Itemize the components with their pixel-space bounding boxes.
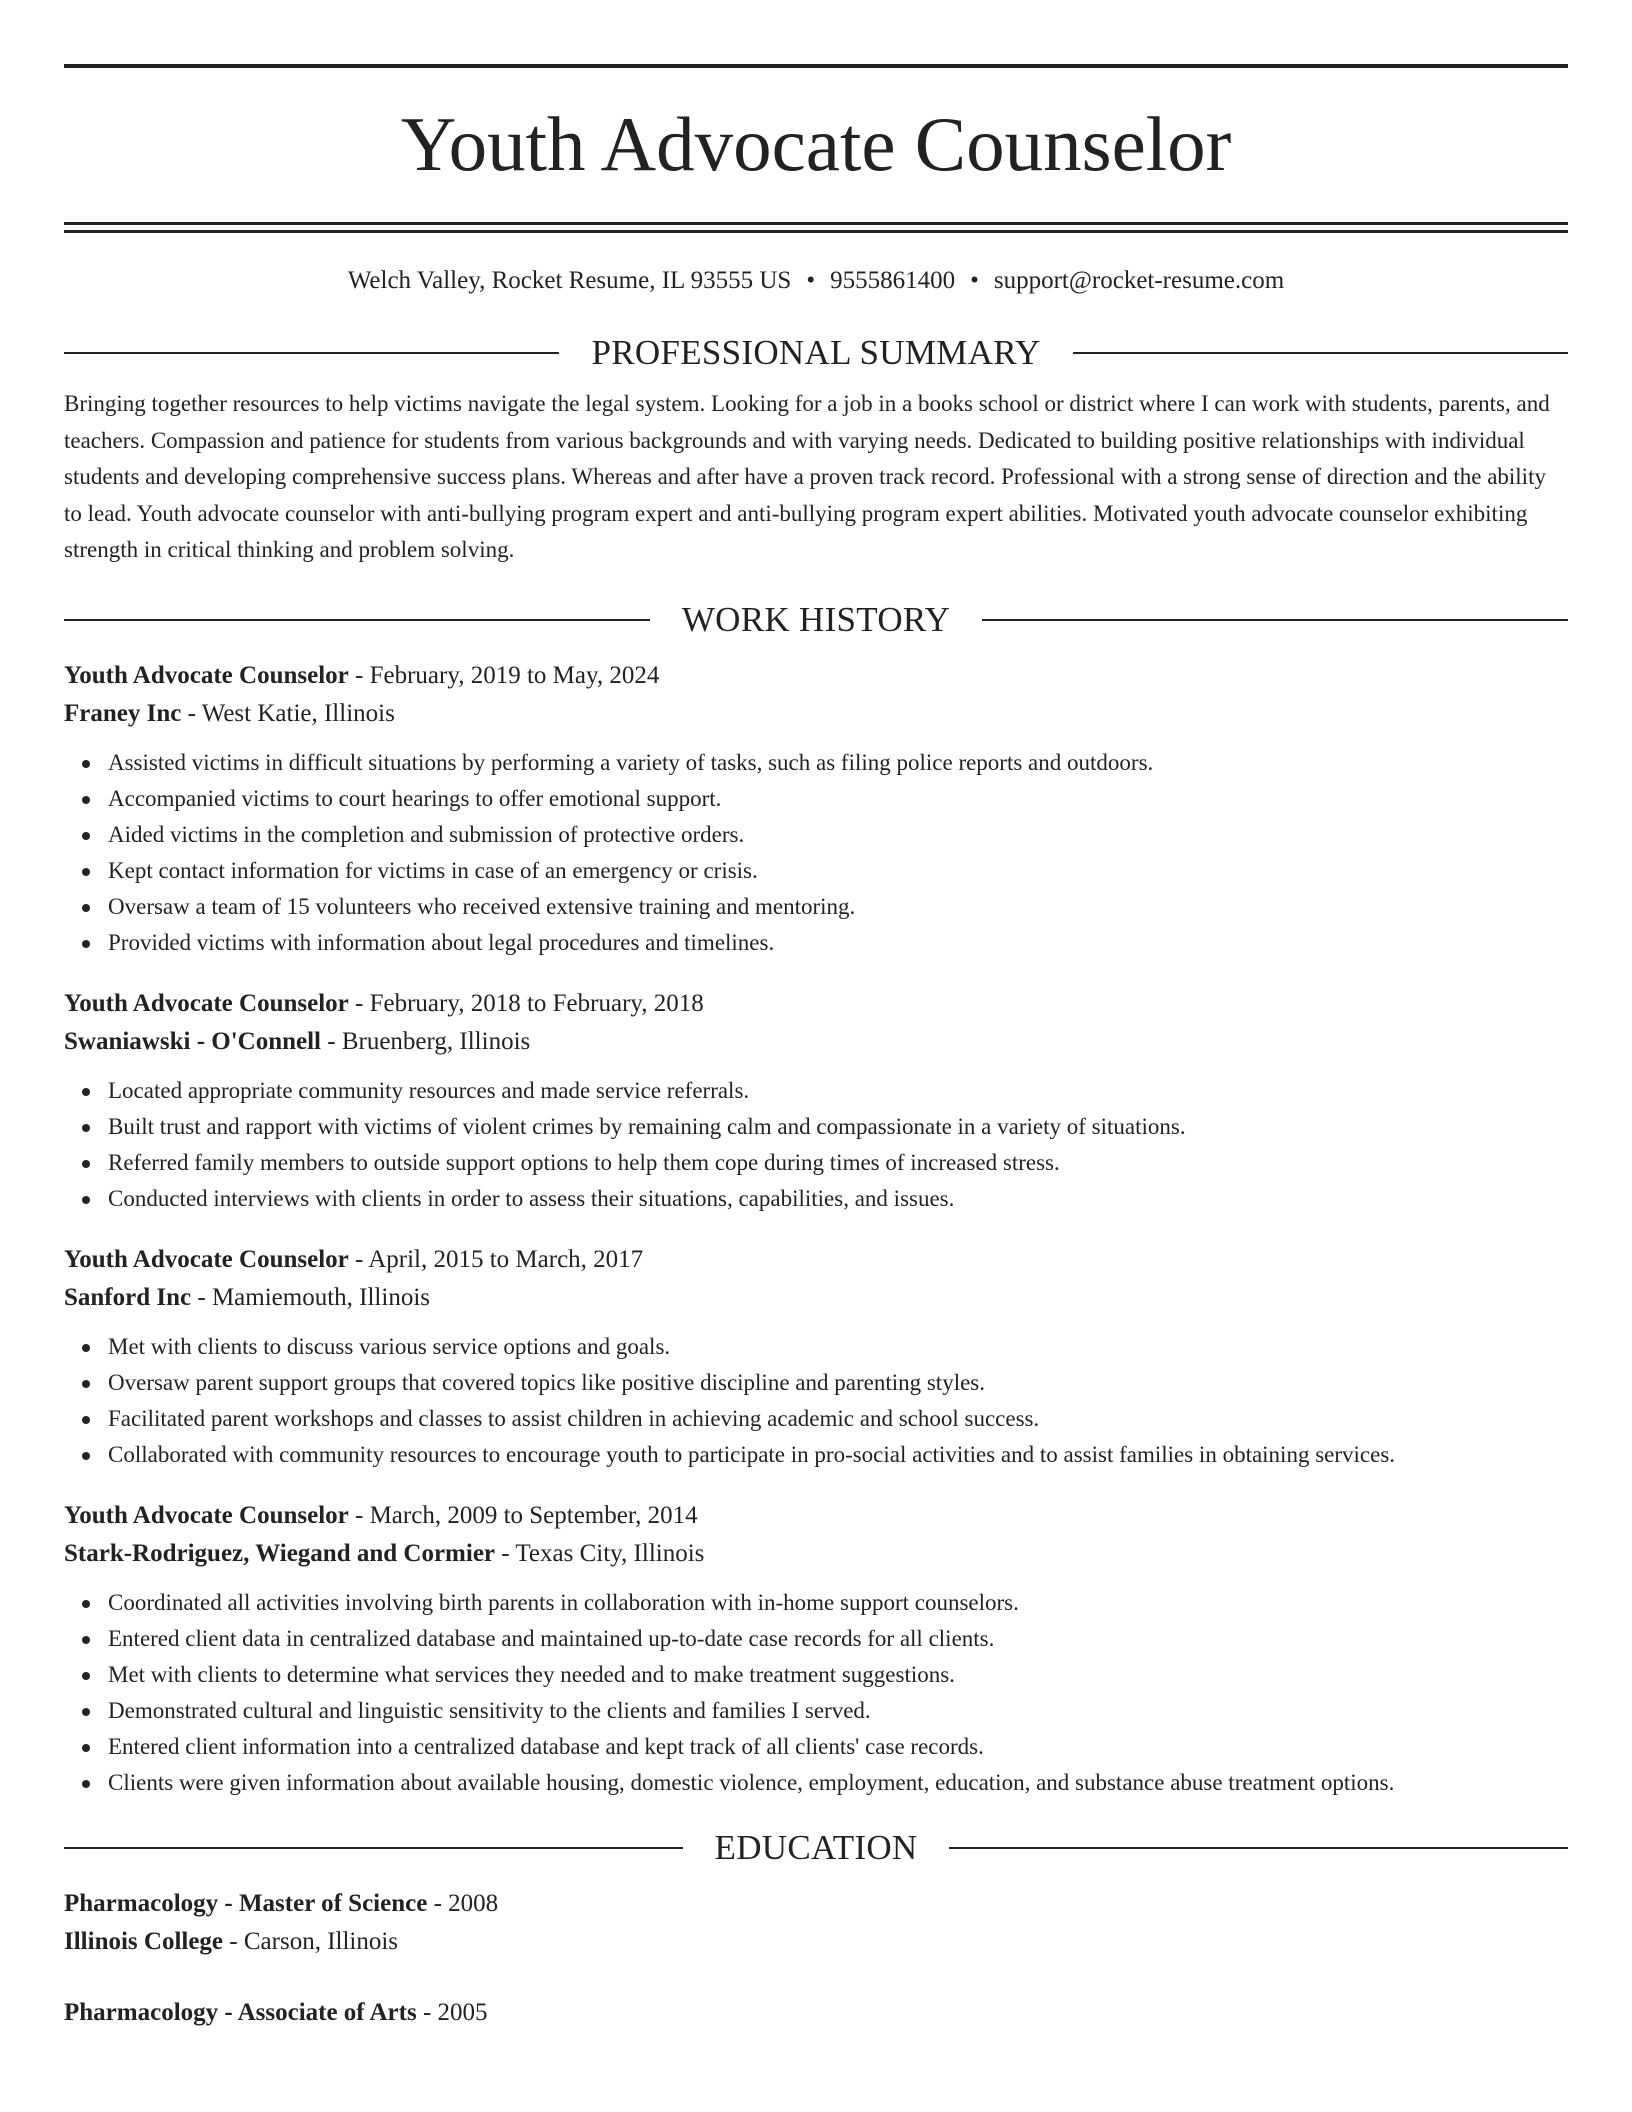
- job-location: - Texas City, Illinois: [495, 1539, 705, 1567]
- education-degree: Pharmacology - Master of Science: [64, 1889, 428, 1917]
- education-degree-line: [64, 1994, 1568, 2032]
- contact-email: support@rocket-resume.com: [993, 267, 1285, 294]
- job-dates: - February, 2018 to February, 2018: [348, 989, 704, 1017]
- section-heading-education: [64, 1827, 1568, 1869]
- job-title-line: [64, 657, 1568, 695]
- education-degree-line: [64, 1885, 1568, 1923]
- job-bullets: [64, 1073, 1568, 1217]
- job-location: - West Katie, Illinois: [181, 699, 395, 727]
- job-title-line: [64, 1241, 1568, 1279]
- job-bullet: Entered client information into a centralized database and kept track of all clients' case records.: [108, 1729, 1568, 1765]
- education-entry: [64, 1885, 1568, 1961]
- heading-rule-right: [949, 1847, 1568, 1849]
- job-company: Franey Inc: [64, 699, 182, 727]
- heading-rule-left: [64, 619, 650, 621]
- job-dates: - April, 2015 to March, 2017: [348, 1245, 644, 1273]
- job-bullet: Facilitated parent workshops and classes to assist children in achieving academic and school success.: [108, 1401, 1568, 1437]
- job-company: Swaniawski - O'Connell: [64, 1027, 322, 1055]
- job-bullet: Provided victims with information about legal procedures and timelines.: [108, 925, 1568, 961]
- job-entry: [64, 1241, 1568, 1473]
- job-entry: [64, 657, 1568, 961]
- section-heading-label: EDUCATION: [714, 1827, 918, 1867]
- job-entry: [64, 985, 1568, 1217]
- job-title: Youth Advocate Counselor: [64, 661, 349, 689]
- section-heading-work: [64, 599, 1568, 641]
- work-history-list: [64, 657, 1568, 1801]
- summary-text: Bringing together resources to help victims navigate the legal system. Looking for a job in a books school or district where I can work with students, parents, and teachers. Compassion and patience for students from various backgrounds and with varying needs. Dedicated to building positive relationships with individual students and developing comprehensive success plans. Whereas and after have a proven track record. Professional with a strong sense of direction and the ability to lead. Youth advocate counselor with anti-bullying program expert and anti-bullying program expert abilities. Motivated youth advocate counselor exhibiting strength in critical thinking and problem solving.: [64, 391, 1550, 562]
- job-location: - Bruenberg, Illinois: [321, 1027, 531, 1055]
- job-bullet: Demonstrated cultural and linguistic sensitivity to the clients and families I served.: [108, 1693, 1568, 1729]
- section-heading-label: PROFESSIONAL SUMMARY: [591, 333, 1041, 372]
- heading-rule-right: [982, 619, 1568, 621]
- education-year: - 2005: [416, 1998, 488, 2026]
- job-dates: - March, 2009 to September, 2014: [348, 1501, 698, 1529]
- job-location: - Mamiemouth, Illinois: [191, 1283, 430, 1311]
- job-bullet: Located appropriate community resources and made service referrals.: [108, 1073, 1568, 1109]
- top-rule: [64, 64, 1568, 68]
- job-bullet: Conducted interviews with clients in order to assess their situations, capabilities, and issues.: [108, 1181, 1568, 1217]
- job-bullets: [64, 1585, 1568, 1801]
- job-title: Youth Advocate Counselor: [64, 1245, 349, 1273]
- job-bullet: Entered client data in centralized database and maintained up-to-date case records for all clients.: [108, 1621, 1568, 1657]
- title-double-rule: [64, 222, 1568, 233]
- education-year: - 2008: [427, 1889, 499, 1917]
- job-company-line: [64, 695, 1568, 733]
- contact-address: Welch Valley, Rocket Resume, IL 93555 US: [347, 267, 792, 294]
- job-title-line: [64, 985, 1568, 1023]
- heading-rule-left: [64, 1847, 683, 1849]
- resume-title: Youth Advocate Counselor: [400, 101, 1232, 187]
- education-degree: Pharmacology - Associate of Arts: [64, 1998, 417, 2026]
- contact-line: [64, 266, 1568, 296]
- job-bullet: Built trust and rapport with victims of violent crimes by remaining calm and compassionate in a variety of situations.: [108, 1109, 1568, 1145]
- job-bullet: Oversaw a team of 15 volunteers who received extensive training and mentoring.: [108, 889, 1568, 925]
- job-bullet: Collaborated with community resources to encourage youth to participate in pro-social activities and to assist families in obtaining services.: [108, 1437, 1568, 1473]
- job-company: Sanford Inc: [64, 1283, 192, 1311]
- job-bullet: Met with clients to discuss various service options and goals.: [108, 1329, 1568, 1365]
- education-location: - Carson, Illinois: [223, 1927, 399, 1955]
- job-bullet: Accompanied victims to court hearings to offer emotional support.: [108, 781, 1568, 817]
- heading-rule-left: [64, 352, 559, 354]
- job-dates: - February, 2019 to May, 2024: [348, 661, 660, 689]
- job-entry: [64, 1497, 1568, 1801]
- job-company-line: [64, 1279, 1568, 1317]
- resume-page: [64, 64, 1568, 2032]
- job-bullet: Kept contact information for victims in case of an emergency or crisis.: [108, 853, 1568, 889]
- job-company-line: [64, 1023, 1568, 1061]
- job-bullet: Oversaw parent support groups that covered topics like positive discipline and parenting styles.: [108, 1365, 1568, 1401]
- contact-separator: •: [970, 267, 979, 294]
- job-bullet: Clients were given information about available housing, domestic violence, employment, education, and substance abuse treatment options.: [108, 1765, 1568, 1801]
- job-bullets: [64, 745, 1568, 961]
- education-entry: [64, 1994, 1568, 2032]
- job-title: Youth Advocate Counselor: [64, 989, 349, 1017]
- job-bullet: Aided victims in the completion and submission of protective orders.: [108, 817, 1568, 853]
- section-heading-summary: [64, 332, 1568, 374]
- job-company-line: [64, 1535, 1568, 1573]
- education-school: Illinois College: [64, 1927, 224, 1955]
- job-bullet: Assisted victims in difficult situations by performing a variety of tasks, such as filing police reports and outdoors.: [108, 745, 1568, 781]
- job-title: Youth Advocate Counselor: [64, 1501, 349, 1529]
- job-bullet: Met with clients to determine what services they needed and to make treatment suggestions.: [108, 1657, 1568, 1693]
- job-bullet: Referred family members to outside support options to help them cope during times of increased stress.: [108, 1145, 1568, 1181]
- section-heading-label: WORK HISTORY: [681, 599, 951, 639]
- education-school-line: [64, 1923, 1568, 1961]
- job-company: Stark-Rodriguez, Wiegand and Cormier: [64, 1539, 496, 1567]
- contact-phone: 9555861400: [830, 267, 956, 294]
- contact-separator: •: [806, 267, 816, 294]
- job-bullets: [64, 1329, 1568, 1473]
- heading-rule-right: [1073, 352, 1568, 354]
- job-bullet: Coordinated all activities involving birth parents in collaboration with in-home support counselors.: [108, 1585, 1568, 1621]
- job-title-line: [64, 1497, 1568, 1535]
